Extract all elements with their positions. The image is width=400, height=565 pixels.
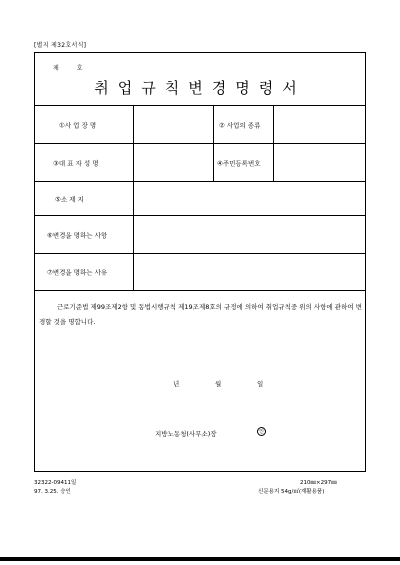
order-form (34, 52, 366, 472)
address-label: ⑤소 재 지 (55, 195, 84, 203)
form-row-representative (35, 143, 365, 181)
form-title: 취업규칙변경명령서 (94, 79, 306, 97)
month-label: 월 (215, 380, 222, 388)
footer-paper: 신문용지 54g/㎡(재활용품) (258, 489, 325, 495)
business-type-label: ② 사업의 종류 (219, 121, 261, 129)
order-body-text: 근로기준법 제99조제2항 및 동법시행규칙 제19조제8호의 규정에 의하여 취업규칙중 위의 사항에 관하여 변경할 것을 명합니다. (39, 303, 362, 326)
form-row-address (35, 181, 365, 215)
form-row-change-items (35, 215, 365, 253)
form-row-change-reason (35, 253, 365, 291)
footer-size: 210㎜×297㎜ (300, 480, 337, 486)
change-items-label: ⑥변경을 명하는 사항 (47, 231, 108, 239)
form-tag: [별지 제32호서식] (34, 42, 87, 49)
resident-number-label: ④주민등록번호 (217, 159, 261, 167)
document-number-label: 제 호 (53, 65, 91, 72)
representative-name-label: ③대 표 자 성 명 (53, 159, 99, 167)
change-reason-label: ⑦변경을 명하는 사유 (47, 268, 108, 277)
business-name-label: ①사 업 장 명 (59, 121, 97, 129)
footer-approval: 97. 3.25. 승인 (34, 489, 71, 495)
footer-code: 32322-09411일 (34, 480, 77, 486)
form-row-business (35, 105, 365, 143)
seal-mark: 인 (257, 427, 266, 436)
bottom-border (0, 557, 400, 561)
day-label: 일 (257, 380, 264, 388)
year-label: 년 (173, 380, 180, 388)
issuer-name: 지방노동청(사무소)장 (155, 430, 217, 438)
